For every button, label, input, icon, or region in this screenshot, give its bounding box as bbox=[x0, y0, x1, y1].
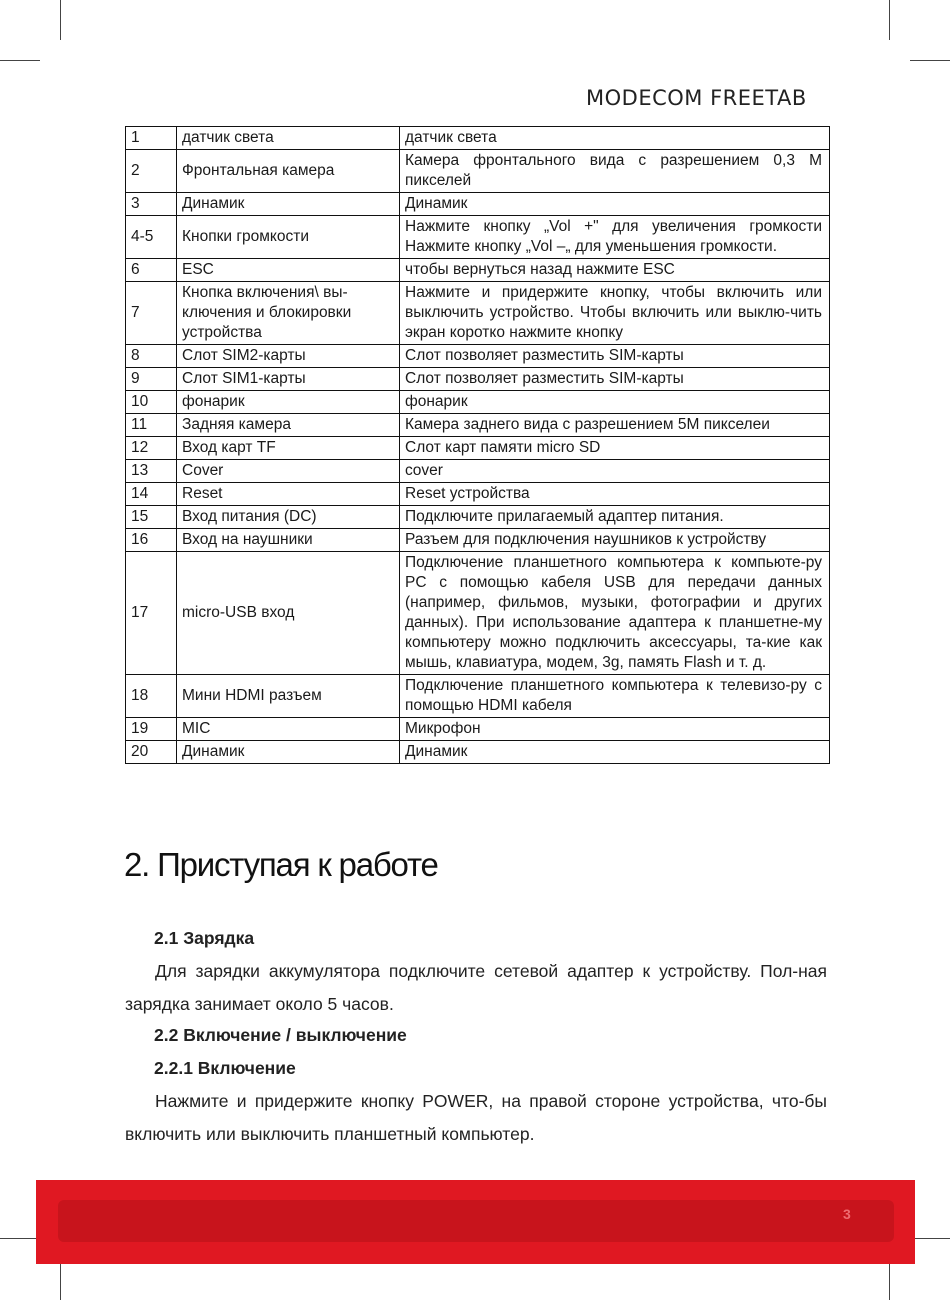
crop-mark bbox=[0, 1238, 40, 1239]
row-description: Разъем для подключения наушников к устройству bbox=[400, 529, 830, 552]
spec-table-body bbox=[126, 127, 830, 764]
row-number: 16 bbox=[126, 529, 177, 552]
charging-heading: 2.1 Зарядка bbox=[154, 928, 255, 948]
row-number: 13 bbox=[126, 460, 177, 483]
row-name: ESC bbox=[177, 259, 400, 282]
row-description: Подключение планшетного компьютера к компьюте-ру PC с помощью кабеля USB для передачи данных (например, фильмов, музыки, фотографии и других данных). При использование адаптера к планшетне-му компьютеру можно подключить аксессуары, та-кие как мышь, клавиатура, модем, 3g, память Flash и т. д. bbox=[400, 552, 830, 675]
crop-mark bbox=[910, 60, 950, 61]
row-name: Фронтальная камера bbox=[177, 150, 400, 193]
row-description: cover bbox=[400, 460, 830, 483]
row-description: Подключите прилагаемый адаптер питания. bbox=[400, 506, 830, 529]
row-number: 18 bbox=[126, 675, 177, 718]
row-name: Вход карт TF bbox=[177, 437, 400, 460]
row-number: 3 bbox=[126, 193, 177, 216]
row-name: Задняя камера bbox=[177, 414, 400, 437]
row-description: Слот позволяет разместить SIM-карты bbox=[400, 368, 830, 391]
row-name: фонарик bbox=[177, 391, 400, 414]
table-row bbox=[126, 414, 830, 437]
footer-bar-inner bbox=[58, 1200, 894, 1242]
row-description: Камера заднего вида с разрешением 5M пикселеи bbox=[400, 414, 830, 437]
row-description: Подключение планшетного компьютера к телевизо-ру с помощью HDMI кабеля bbox=[400, 675, 830, 718]
row-name: Кнопка включения\ вы-ключения и блокировки устройства bbox=[177, 282, 400, 345]
row-description: Камера фронтального вида с разрешением 0,3 M пикселей bbox=[400, 150, 830, 193]
row-name: Reset bbox=[177, 483, 400, 506]
table-row bbox=[126, 718, 830, 741]
row-number: 6 bbox=[126, 259, 177, 282]
table-row bbox=[126, 460, 830, 483]
table-row bbox=[126, 741, 830, 764]
table-row bbox=[126, 391, 830, 414]
crop-mark bbox=[910, 1238, 950, 1239]
row-name: Динамик bbox=[177, 193, 400, 216]
table-row bbox=[126, 368, 830, 391]
row-description: Слот карт памяти micro SD bbox=[400, 437, 830, 460]
row-name: Cover bbox=[177, 460, 400, 483]
crop-mark bbox=[889, 0, 890, 40]
row-number: 17 bbox=[126, 552, 177, 675]
spec-table bbox=[125, 126, 830, 764]
table-row bbox=[126, 506, 830, 529]
table-row bbox=[126, 282, 830, 345]
row-description: чтобы вернуться назад нажмите ESC bbox=[400, 259, 830, 282]
table-row bbox=[126, 127, 830, 150]
row-name: Слот SIM2-карты bbox=[177, 345, 400, 368]
row-number: 11 bbox=[126, 414, 177, 437]
row-description: Нажмите и придержите кнопку, чтобы включить или выключить устройство. Чтобы включить или выклю-чить экран коротко нажмите кнопку bbox=[400, 282, 830, 345]
row-description: Микрофон bbox=[400, 718, 830, 741]
row-name: Вход на наушники bbox=[177, 529, 400, 552]
power-on-heading: 2.2.1 Включение bbox=[154, 1058, 296, 1078]
table-row bbox=[126, 437, 830, 460]
table-row bbox=[126, 529, 830, 552]
row-number: 20 bbox=[126, 741, 177, 764]
row-description: Слот позволяет разместить SIM-карты bbox=[400, 345, 830, 368]
table-row bbox=[126, 216, 830, 259]
crop-mark bbox=[0, 60, 40, 61]
crop-mark bbox=[60, 0, 61, 40]
row-description: Динамик bbox=[400, 741, 830, 764]
row-name: Кнопки громкости bbox=[177, 216, 400, 259]
row-description: Reset устройства bbox=[400, 483, 830, 506]
row-number: 7 bbox=[126, 282, 177, 345]
page-number: 3 bbox=[843, 1206, 851, 1222]
power-heading: 2.2 Включение / выключение bbox=[154, 1025, 407, 1045]
table-row bbox=[126, 675, 830, 718]
row-name: Слот SIM1-карты bbox=[177, 368, 400, 391]
row-description: фонарик bbox=[400, 391, 830, 414]
row-name: MIC bbox=[177, 718, 400, 741]
row-name: Динамик bbox=[177, 741, 400, 764]
row-number: 15 bbox=[126, 506, 177, 529]
row-number: 19 bbox=[126, 718, 177, 741]
table-row bbox=[126, 150, 830, 193]
row-number: 1 bbox=[126, 127, 177, 150]
row-name: датчик света bbox=[177, 127, 400, 150]
row-number: 12 bbox=[126, 437, 177, 460]
charging-text: Для зарядки аккумулятора подключите сетевой адаптер к устройству. Пол-ная зарядка занимает около 5 часов. bbox=[125, 961, 827, 1014]
row-number: 8 bbox=[126, 345, 177, 368]
row-description: Динамик bbox=[400, 193, 830, 216]
row-name: micro-USB вход bbox=[177, 552, 400, 675]
row-description: датчик света bbox=[400, 127, 830, 150]
brand-header: MODECOM FREETAB bbox=[586, 86, 807, 110]
power-on-text: Нажмите и придержите кнопку POWER, на правой стороне устройства, что-бы включить или выключить планшетный компьютер. bbox=[125, 1091, 827, 1144]
crop-mark bbox=[60, 1260, 61, 1300]
row-name: Мини HDMI разъем bbox=[177, 675, 400, 718]
row-description: Нажмите кнопку „Vol +" для увеличения громкости Нажмите кнопку „Vol –„ для уменьшения громкости. bbox=[400, 216, 830, 259]
row-number: 9 bbox=[126, 368, 177, 391]
section-title: 2. Приступая к работе bbox=[124, 846, 438, 883]
table-row bbox=[126, 259, 830, 282]
row-number: 14 bbox=[126, 483, 177, 506]
table-row bbox=[126, 483, 830, 506]
row-name: Вход питания (DC) bbox=[177, 506, 400, 529]
row-number: 10 bbox=[126, 391, 177, 414]
table-row bbox=[126, 552, 830, 675]
crop-mark bbox=[889, 1260, 890, 1300]
row-number: 4-5 bbox=[126, 216, 177, 259]
table-row bbox=[126, 345, 830, 368]
table-row bbox=[126, 193, 830, 216]
row-number: 2 bbox=[126, 150, 177, 193]
